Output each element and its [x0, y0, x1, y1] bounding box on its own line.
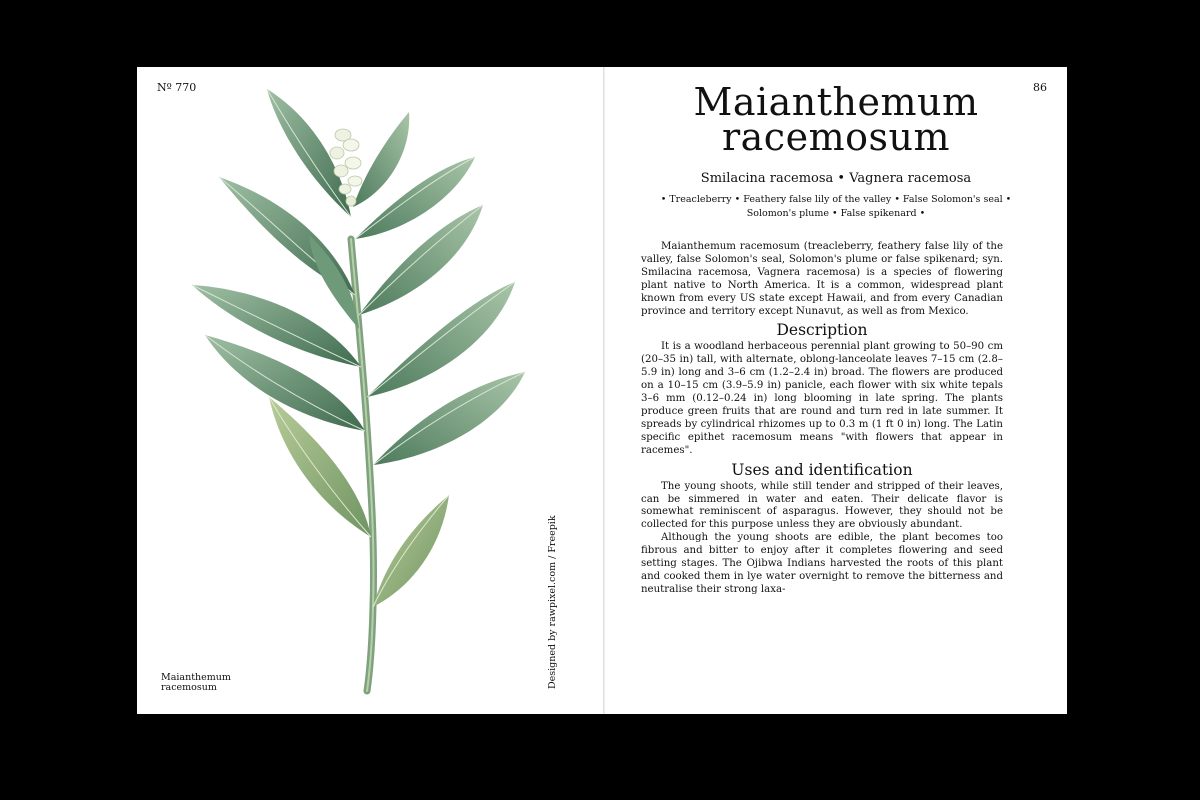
left-page: [137, 67, 603, 714]
uses-heading: Uses and identification: [731, 460, 913, 479]
page-number-left: Nº 770: [157, 81, 197, 94]
intro-paragraph: Maianthemum racemosum (treacleberry, feathery false lily of the valley, false Solomon's seal, Solomon's plume or false spikenard; syn. Smilacina racemosa, Vagnera racemosa) is a species of flowering plant native to North America. It is a common, widespread plant known from every US state except Hawaii, and from every Canadian province and territory except Nunavut, as well as from Mexico.: [641, 241, 1003, 317]
uses-paragraph-2: Although the young shoots are edible, the plant becomes too fibrous and bitter to enjoy after it completes flowering and seed setting stages. The Ojibwa Indians harvested the roots of this plant and cooked them in lye water overnight to remove the bitterness and neutralise their strong laxa-: [641, 532, 1003, 595]
synonyms-line: Smilacina racemosa • Vagnera racemosa: [700, 171, 972, 186]
species-title: Maianthemum racemosum: [693, 80, 979, 159]
right-page: [605, 67, 1067, 714]
page-number-right: 86: [1033, 81, 1047, 94]
common-names-line: • Treacleberry • Feathery false lily of the valley • False Solomon's seal • Solomon's plume • False spikenard •: [660, 194, 1012, 219]
article-body: [641, 241, 1003, 597]
uses-paragraph-1: The young shoots, while still tender and stripped of their leaves, can be simmered in water and eaten. Their delicate flavor is somewhat reminiscent of asparagus. However, they should not be collected for this purpose unless they are obviously abundant.: [641, 480, 1003, 531]
description-heading: Description: [776, 321, 868, 340]
plant-illustration: [137, 67, 603, 714]
image-credit: Designed by rawpixel.com / Freepik: [547, 515, 558, 689]
leaf-right-top: [353, 112, 409, 207]
leaf-right-6: [373, 495, 449, 607]
description-paragraph: It is a woodland herbaceous perennial plant growing to 50–90 cm (20–35 in) tall, with alternate, oblong-lanceolate leaves 7–15 cm (2.8–5.9 in) long and 3–6 cm (1.2–2.4 in) broad. The flowers are produced on a 10–15 cm (3.9–5.9 in) panicle, each flower with six white tepals 3–6 mm (0.12–0.24 in) long blooming in late spring. The plants produce green fruits that are round and turn red in late summer. It spreads by cylindrical rhizomes up to 0.3 m (1 ft 0 in) long. The Latin specific epithet racemosum means "with flowers that appear in racemes".: [641, 341, 1003, 456]
illustration-caption: Maianthemum racemosum: [161, 672, 231, 693]
